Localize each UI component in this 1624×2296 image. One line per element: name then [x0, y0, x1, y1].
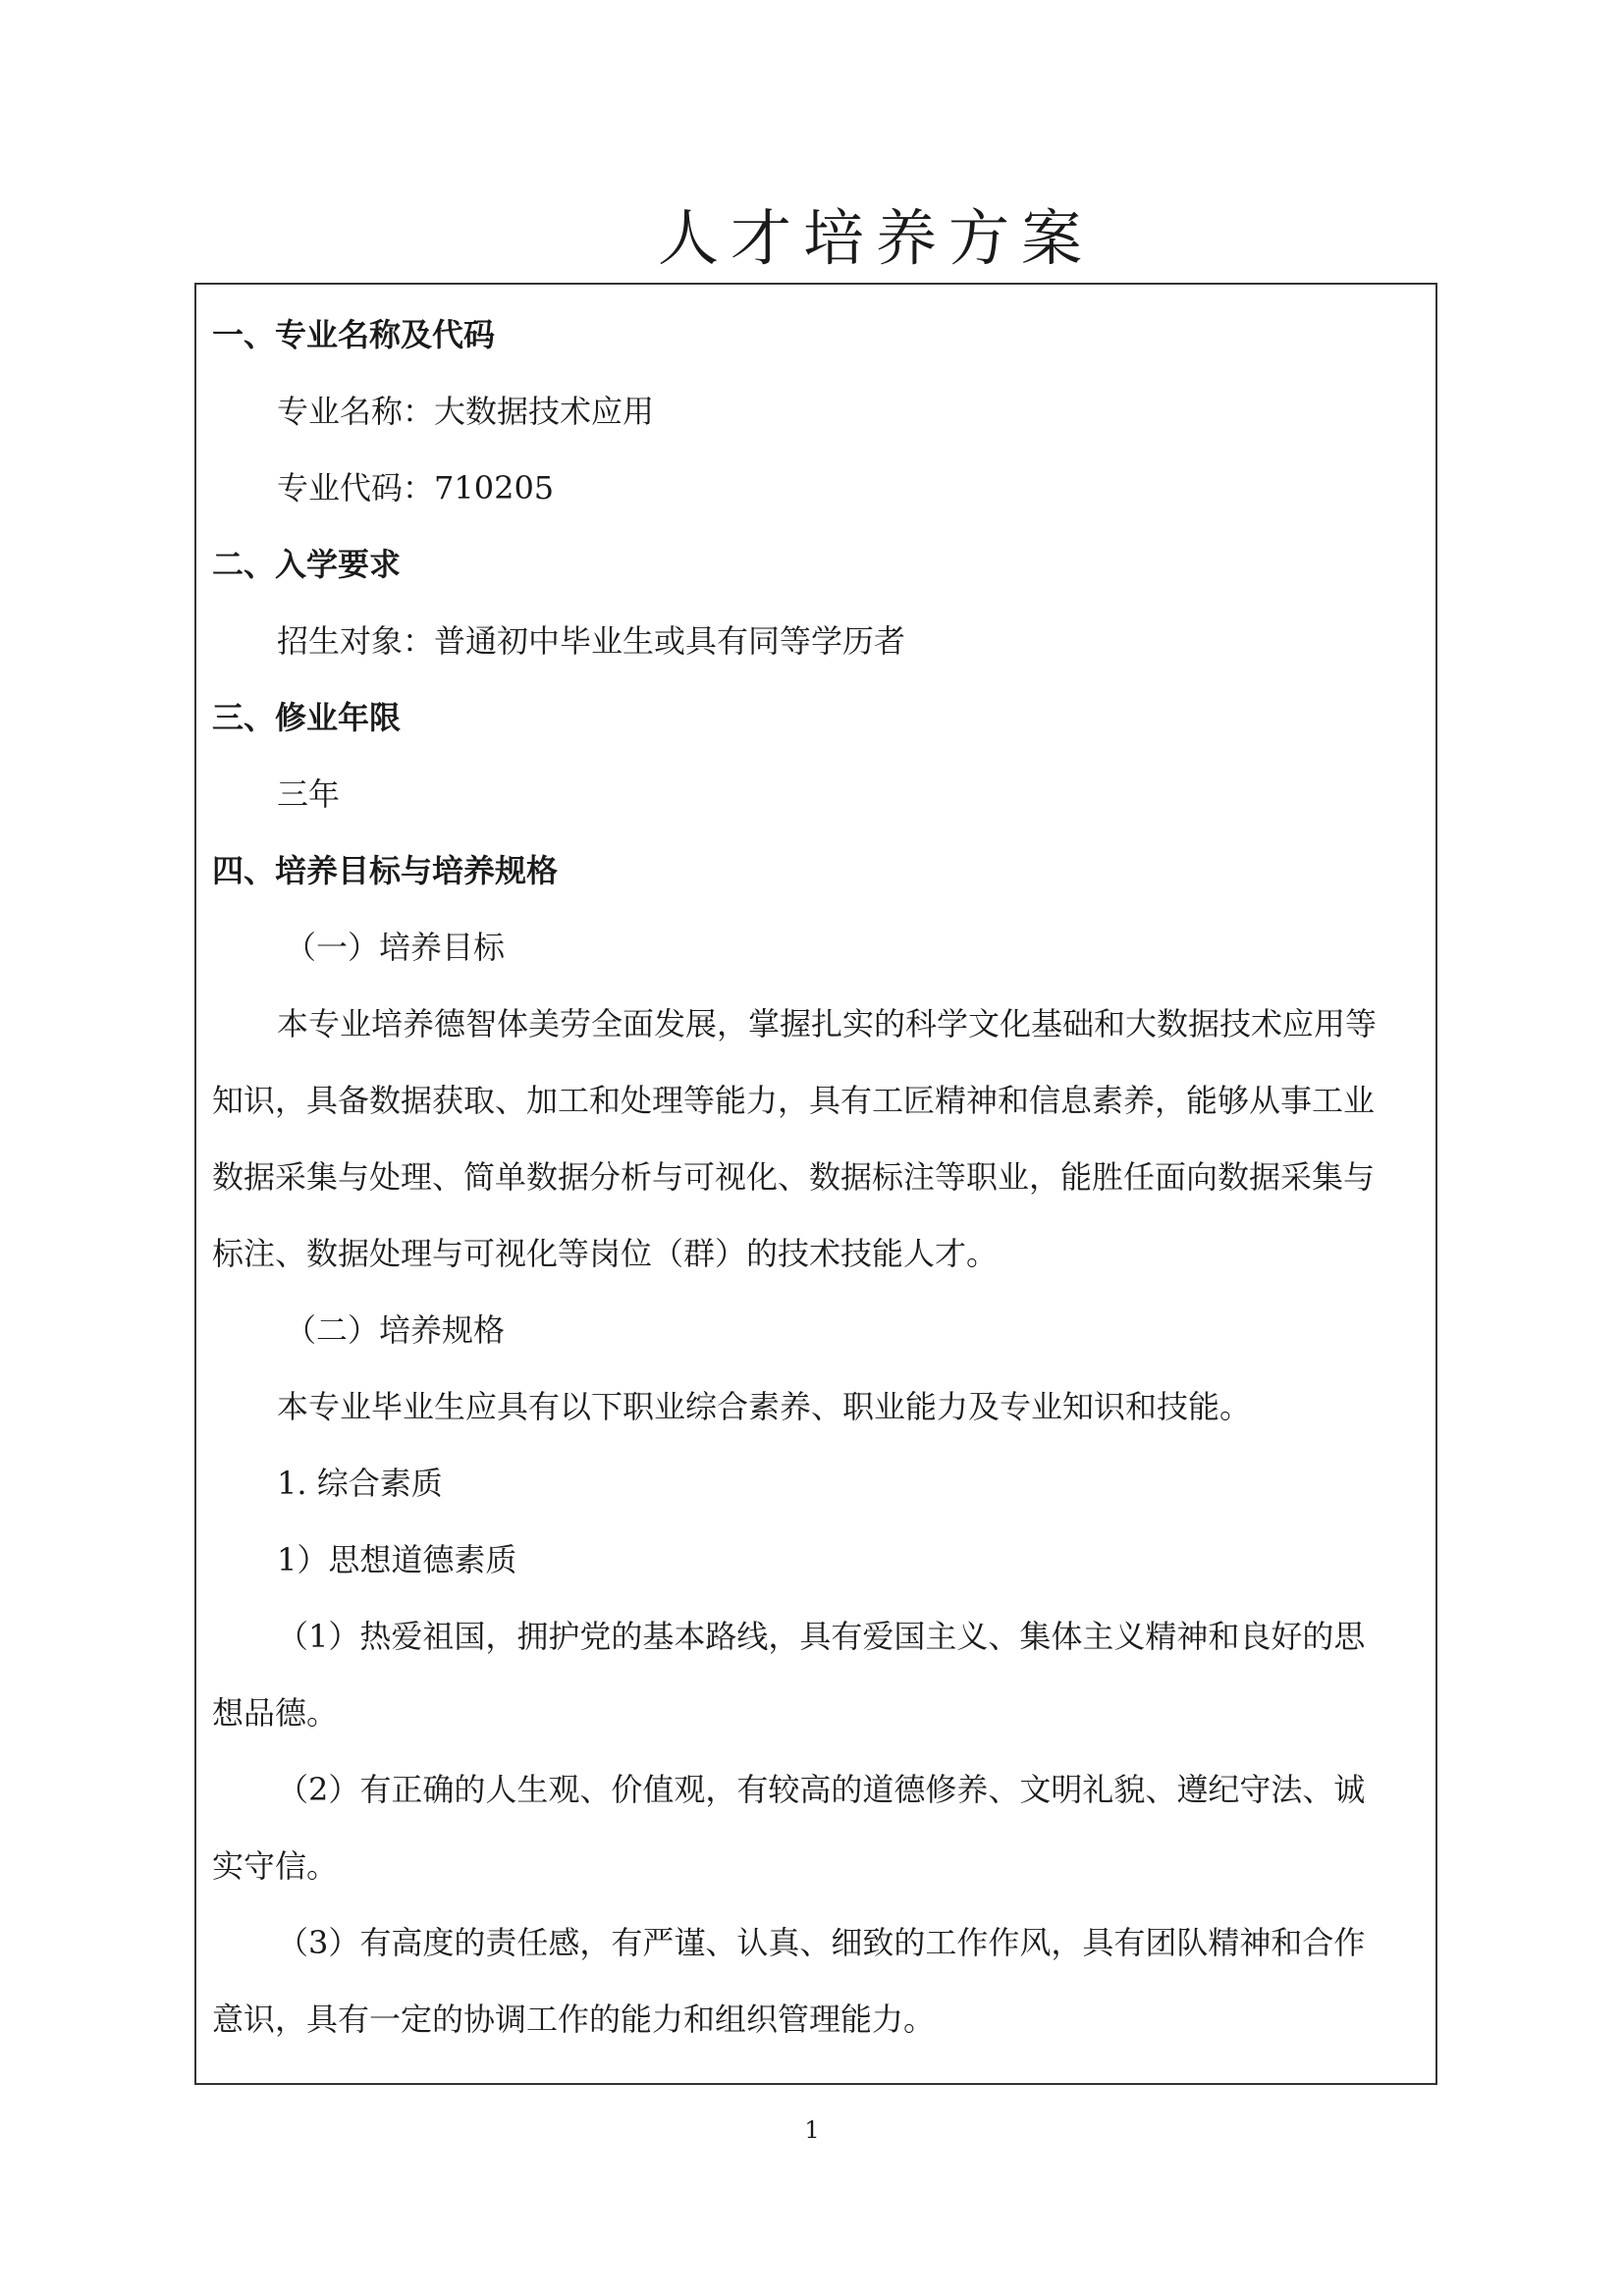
moral-point-3-line-1: （3）有高度的责任感，有严谨、认真、细致的工作作风，具有团队精神和合作	[277, 1924, 1366, 1961]
admission-target-line: 招生对象：普通初中毕业生或具有同等学历者	[277, 622, 906, 660]
objective-paragraph-line-4: 标注、数据处理与可视化等岗位（群）的技术技能人才。	[212, 1235, 999, 1272]
section-heading-objectives: 四、培养目标与培养规格	[212, 852, 559, 889]
objective-paragraph-line-3: 数据采集与处理、简单数据分析与可视化、数据标注等职业，能胜任面向数据采集与	[212, 1158, 1376, 1196]
specification-intro-line: 本专业毕业生应具有以下职业综合素养、职业能力及专业知识和技能。	[277, 1388, 1252, 1425]
section-heading-admission: 二、入学要求	[212, 546, 402, 583]
moral-point-3-line-2: 意识，具有一定的协调工作的能力和组织管理能力。	[212, 2001, 936, 2038]
moral-point-1-line-1: （1）热爱祖国，拥护党的基本路线，具有爱国主义、集体主义精神和良好的思	[277, 1618, 1366, 1655]
section-heading-major-name: 一、专业名称及代码	[212, 316, 496, 353]
moral-point-1-line-2: 想品德。	[212, 1694, 339, 1732]
item-moral-quality: 1）思想道德素质	[277, 1541, 517, 1578]
major-name-line: 专业名称：大数据技术应用	[277, 393, 655, 430]
duration-line: 三年	[277, 775, 341, 813]
moral-point-2-line-1: （2）有正确的人生观、价值观，有较高的道德修养、文明礼貌、遵纪守法、诚	[277, 1771, 1366, 1808]
document-title: 人才培养方案	[657, 202, 1094, 274]
subheading-specification: （二）培养规格	[285, 1311, 506, 1349]
objective-paragraph-line-1: 本专业培养德智体美劳全面发展，掌握扎实的科学文化基础和大数据技术应用等	[277, 1005, 1378, 1042]
page-number: 1	[804, 2116, 820, 2144]
objective-paragraph-line-2: 知识，具备数据获取、加工和处理等能力，具有工匠精神和信息素养，能够从事工业	[212, 1082, 1376, 1119]
section-heading-duration: 三、修业年限	[212, 699, 402, 736]
moral-point-2-line-2: 实守信。	[212, 1847, 339, 1885]
subheading-objective: （一）培养目标	[285, 929, 506, 966]
major-code-line: 专业代码：710205	[277, 469, 555, 507]
item-comprehensive-quality: 1. 综合素质	[277, 1465, 443, 1502]
